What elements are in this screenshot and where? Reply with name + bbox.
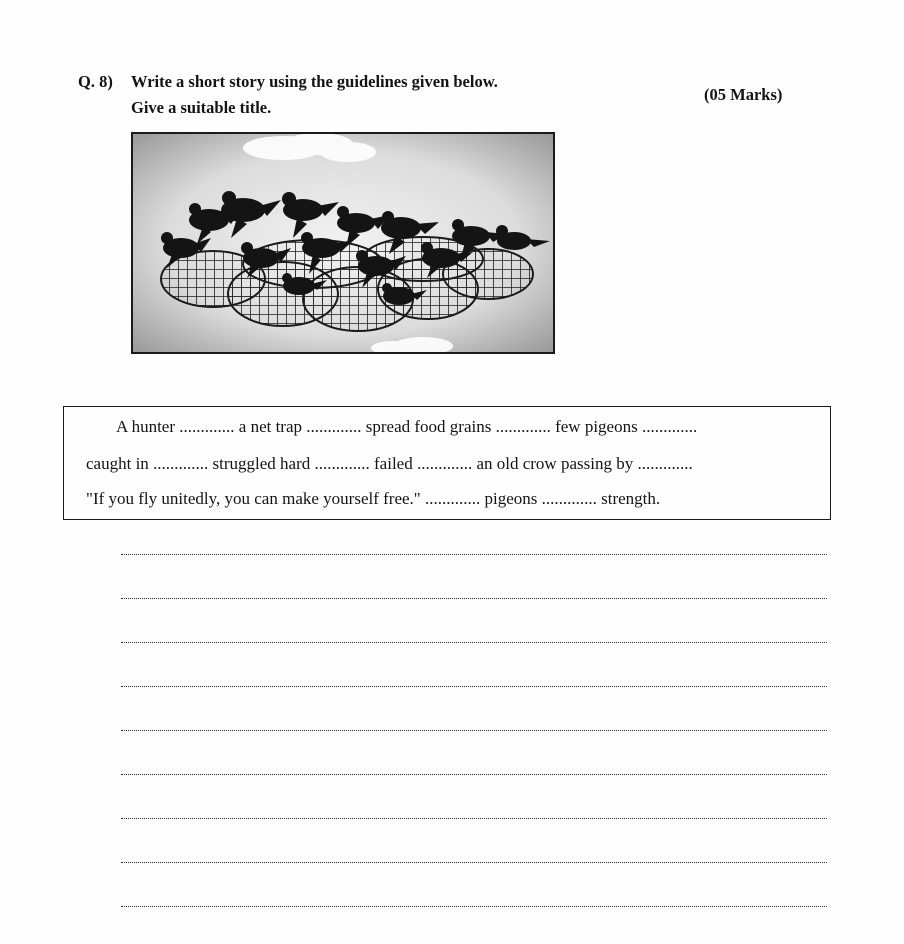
answer-line[interactable] [121, 819, 827, 863]
answer-writing-area[interactable] [121, 554, 827, 907]
answer-line[interactable] [121, 687, 827, 731]
question-instruction: Write a short story using the guidelines given below. [131, 72, 498, 91]
outline-line-2: caught in ............. struggled hard ............. failed ............. an old crow passing by ............. [86, 454, 693, 473]
answer-line[interactable] [121, 643, 827, 687]
answer-line[interactable] [121, 599, 827, 643]
answer-line[interactable] [121, 775, 827, 819]
outline-line-3: "If you fly unitedly, you can make yourself free." ............. pigeons ............. strength. [86, 489, 661, 508]
pigeons-in-net-illustration [131, 132, 555, 354]
question-subinstruction: Give a suitable title. [131, 98, 272, 117]
answer-line[interactable] [121, 863, 827, 907]
question-number: Q. 8) [78, 72, 113, 91]
answer-line[interactable] [121, 731, 827, 775]
answer-line[interactable] [121, 555, 827, 599]
outline-line-1: A hunter ............. a net trap ............. spread food grains ............. few pigeons ............. [116, 417, 698, 436]
story-outline-box [63, 406, 831, 520]
marks-label: (05 Marks) [704, 85, 783, 104]
